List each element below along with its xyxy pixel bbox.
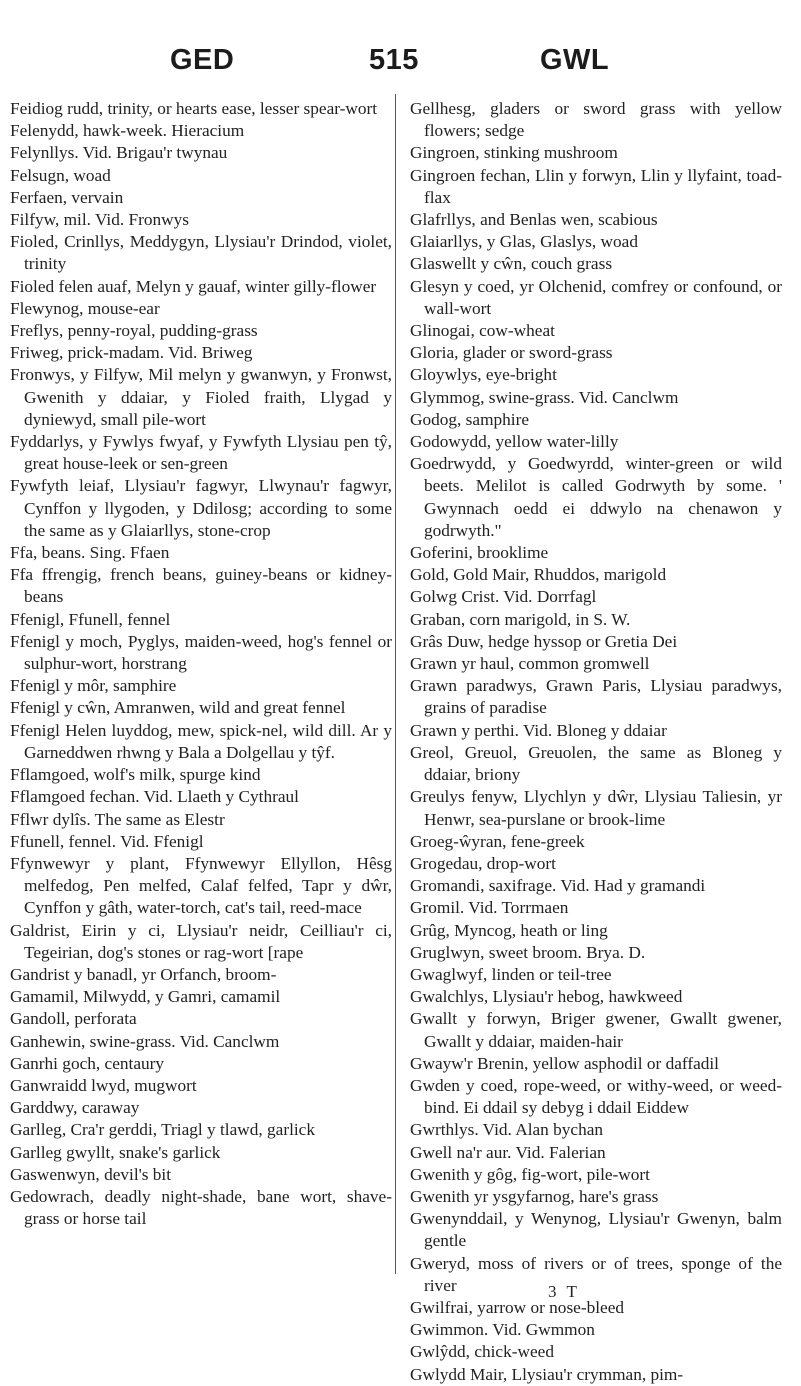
dictionary-entry: Ganrhi goch, centaury [10, 1053, 165, 1073]
dictionary-entry: Godowydd, yellow water-lilly [410, 432, 619, 452]
dictionary-entry: Glinogai, cow-wheat [410, 321, 555, 341]
dictionary-entry: Gingroen, stinking mushroom [410, 143, 618, 163]
dictionary-entry: Gwallt y forwyn, Briger gwener, Gwallt gwener, Gwallt y ddaiar, maiden-hair [410, 1009, 782, 1051]
dictionary-entry: Gellhesg, gladers or sword grass with yellow flowers; sedge [410, 99, 782, 141]
dictionary-entry: Freflys, penny-royal, pudding-grass [10, 321, 258, 341]
dictionary-entry: Greulys fenyw, Llychlyn y dŵr, Llysiau Taliesin, yr Henwr, sea-purslane or brook-lime [410, 787, 782, 829]
dictionary-entry: Glesyn y coed, yr Olchenid, comfrey or confound, or wall-wort [410, 276, 782, 318]
dictionary-entry: Fflamgoed, wolf's milk, spurge kind [10, 765, 261, 785]
dictionary-entry: Ganwraidd lwyd, mugwort [10, 1075, 197, 1095]
dictionary-entry: Graban, corn marigold, in S. W. [410, 609, 631, 629]
signature-mark: 3 T [548, 1282, 580, 1301]
dictionary-entry: Gamamil, Milwydd, y Gamri, camamil [10, 987, 281, 1007]
dictionary-entry: Glafrllys, and Benlas wen, scabious [410, 210, 658, 230]
dictionary-entry: Gwden y coed, rope-weed, or withy-weed, or weed-bind. Ei ddail sy debyg i ddail Eiddew [410, 1075, 782, 1118]
dictionary-entry: Gwrthlys. Vid. Alan bychan [410, 1120, 604, 1140]
dictionary-entry: Gwenynddail, y Wenynog, Llysiau'r Gwenyn, balm gentle [410, 1209, 782, 1251]
dictionary-entry: Gandrist y banadl, yr Orfanch, broom- [10, 964, 277, 984]
dictionary-entry: Fioled, Crinllys, Meddygyn, Llysiau'r Drindod, violet, trinity [10, 232, 392, 274]
dictionary-entry: Flewynog, mouse-ear [10, 298, 160, 318]
dictionary-entry: Felsugn, woad [10, 165, 111, 185]
dictionary-entry: Gaswenwyn, devil's bit [10, 1164, 172, 1184]
dictionary-entry: Groeg-ŵyran, fene-greek [410, 831, 585, 851]
dictionary-entry: Galdrist, Eirin y ci, Llysiau'r neidr, Ceilliau'r ci, Tegeirian, dog's stones or rag-wort [rape [10, 920, 392, 962]
dictionary-entry: Gwlydd Mair, Llysiau'r crymman, pim- [410, 1364, 684, 1384]
dictionary-entry: Glaswellt y cŵn, couch grass [410, 254, 613, 274]
dictionary-entry: Garlleg, Cra'r gerddi, Triagl y tlawd, garlick [10, 1120, 315, 1140]
dictionary-entry: Golwg Crist. Vid. Dorrfagl [410, 587, 597, 607]
dictionary-entry: Ffenigl y môr, samphire [10, 676, 177, 696]
dictionary-entry: Goferini, brooklime [410, 543, 549, 563]
dictionary-entry: Filfyw, mil. Vid. Fronwys [10, 210, 189, 230]
dictionary-entry: Felynllys. Vid. Brigau'r twynau [10, 143, 228, 163]
dictionary-entry: Friweg, prick-madam. Vid. Briweg [10, 343, 253, 363]
dictionary-entry: Gruglwyn, sweet broom. Brya. D. [410, 942, 646, 962]
dictionary-entry: Glymmog, swine-grass. Vid. Canclwm [410, 387, 679, 407]
dictionary-entry: Ffynwewyr y plant, Ffynwewyr Ellyllon, Hêsg melfedog, Pen melfed, Calaf felfed, Tapr y dŵr, Cynffon y gâth, water-torch, cat's tail, reed-mace [10, 853, 392, 918]
dictionary-entry: Grâs Duw, hedge hyssop or Gretia Dei [410, 631, 678, 651]
dictionary-entry: Fflamgoed fechan. Vid. Llaeth y Cythraul [10, 787, 299, 807]
right-column [402, 98, 782, 1386]
dictionary-entry: Grawn paradwys, Grawn Paris, Llysiau paradwys, grains of paradise [410, 676, 782, 718]
dictionary-entry: Fyddarlys, y Fywlys fwyaf, y Fywfyth Llysiau pen tŷ, great house-leek or sen-green [10, 432, 392, 474]
dictionary-entry: Gloywlys, eye-bright [410, 365, 557, 385]
dictionary-entry: Gloria, glader or sword-grass [410, 343, 613, 363]
dictionary-entry: Glaiarllys, y Glas, Glaslys, woad [410, 232, 638, 252]
left-column [10, 98, 392, 1230]
dictionary-entry: Ffenigl Helen luyddog, mew, spick-nel, wild dill. Ar y Garneddwen rhwng y Bala a Dolgellau y tŷf. [10, 720, 392, 762]
dictionary-entry: Ffa, beans. Sing. Ffaen [10, 543, 170, 563]
header-right-guide-word: GWL [540, 44, 610, 76]
dictionary-entry: Garddwy, caraway [10, 1098, 140, 1118]
column-divider [395, 94, 396, 1274]
dictionary-entry: Gromil. Vid. Torrmaen [410, 898, 569, 918]
dictionary-entry: Grawn y perthi. Vid. Bloneg y ddaiar [410, 720, 667, 740]
dictionary-entry: Gwimmon. Vid. Gwmmon [410, 1320, 595, 1340]
dictionary-entry: Gwaglwyf, linden or teil-tree [410, 964, 612, 984]
dictionary-entry: Felenydd, hawk-week. Hieracium [10, 121, 245, 141]
dictionary-entry: Godog, samphire [410, 409, 530, 429]
dictionary-entry: Fywfyth leiaf, Llysiau'r fagwyr, Llwynau'r fagwyr, Cynffon y llygoden, y Ddilosg; according to some the same as y Glaiarllys, stone-crop [10, 476, 392, 540]
dictionary-entry: Ferfaen, vervain [10, 187, 124, 207]
dictionary-entry: Gandoll, perforata [10, 1009, 137, 1029]
dictionary-entry: Fronwys, y Filfyw, Mil melyn y gwanwyn, y Fronwst, Gwenith y ddaiar, y Fioled fraith, Llygad y dyniewyd, small pile-wort [10, 365, 392, 429]
dictionary-entry: Gingroen fechan, Llin y forwyn, Llin y llyfaint, toad-flax [410, 165, 782, 207]
dictionary-entry: Garlleg gwyllt, snake's garlick [10, 1142, 221, 1162]
dictionary-entry: Fioled felen auaf, Melyn y gauaf, winter gilly-flower [10, 276, 377, 296]
dictionary-entry: Gromandi, saxifrage. Vid. Had y gramandi [410, 876, 706, 896]
dictionary-entry: Gwayw'r Brenin, yellow asphodil or daffadil [410, 1053, 719, 1073]
dictionary-entry: Gwlŷdd, chick-weed [410, 1342, 554, 1362]
dictionary-entry: Greol, Greuol, Greuolen, the same as Bloneg y ddaiar, briony [410, 742, 782, 785]
dictionary-entry: Gwilfrai, yarrow or nose-bleed [410, 1297, 625, 1317]
dictionary-entry: Goedrwydd, y Goedwyrdd, winter-green or wild beets. Melilot is called Godrwyth by some. ' Gwynnach oedd ei ddwylo na chenawon y godrwyth." [410, 454, 782, 540]
dictionary-entry: Ffenigl, Ffunell, fennel [10, 609, 171, 629]
dictionary-entry: Grawn yr haul, common gromwell [410, 654, 650, 674]
dictionary-entry: Ffa ffrengig, french beans, guiney-beans or kidney-beans [10, 565, 392, 607]
dictionary-entry: Gwalchlys, Llysiau'r hebog, hawkweed [410, 987, 683, 1007]
dictionary-entry: Ffunell, fennel. Vid. Ffenigl [10, 831, 204, 851]
dictionary-entry: Gweryd, moss of rivers or of trees, sponge of the river [410, 1253, 782, 1295]
dictionary-entry: Ffenigl y cŵn, Amranwen, wild and great fennel [10, 698, 346, 718]
running-header [0, 44, 801, 84]
dictionary-entry: Feidiog rudd, trinity, or hearts ease, lesser spear-wort [10, 99, 378, 118]
dictionary-entry: Grûg, Myncog, heath or ling [410, 920, 608, 940]
dictionary-entry: Gold, Gold Mair, Rhuddos, marigold [410, 565, 667, 585]
page-number: 515 [369, 44, 419, 76]
dictionary-entry: Grogedau, drop-wort [410, 853, 556, 873]
dictionary-entry: Ganhewin, swine-grass. Vid. Canclwm [10, 1031, 280, 1051]
dictionary-entry: Ffenigl y moch, Pyglys, maiden-weed, hog's fennel or sulphur-wort, horstrang [10, 631, 392, 674]
dictionary-entry: Gedowrach, deadly night-shade, bane wort, shave-grass or horse tail [10, 1186, 392, 1229]
dictionary-entry: Gwenith yr ysgyfarnog, hare's grass [410, 1186, 659, 1206]
header-left-guide-word: GED [170, 44, 235, 76]
dictionary-entry: Gwell na'r aur. Vid. Falerian [410, 1142, 606, 1162]
dictionary-entry: Fflwr dylîs. The same as Elestr [10, 809, 225, 829]
dictionary-entry: Gwenith y gôg, fig-wort, pile-wort [410, 1164, 650, 1184]
